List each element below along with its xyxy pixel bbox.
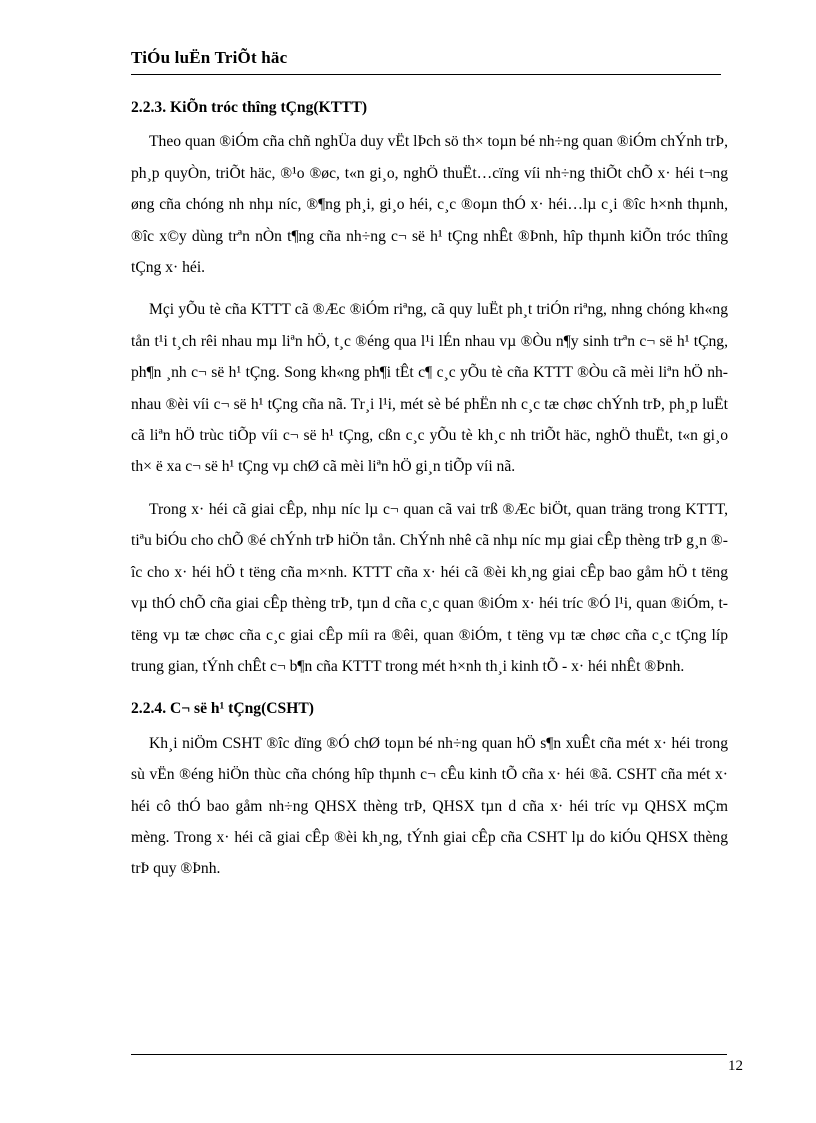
header-divider <box>131 74 721 75</box>
running-header: TiÓu luËn TriÕt häc <box>131 48 288 67</box>
footer-divider <box>131 1054 727 1055</box>
paragraph: Kh¸i niÖm CSHT ®îc dïng ®Ó chØ toµn bé nh÷ng quan hÖ s¶n xuÊt cña mét x· héi trong sù vËn ®éng hiÖn thùc cña chóng hîp thµnh c¬ cÊu kinh tÕ cña x· héi ®ã. CSHT cña mét x· héi cô thÓ bao gåm nh÷ng QHSX thèng trÞ, QHSX tµn d cña x· héi tríc vµ QHSX mÇm mèng. Trong x· héi cã giai cÊp ®èi kh¸ng, tÝnh giai cÊp cña CSHT lµ do kiÓu QHSX thèng trÞ quy ®Þnh. <box>131 734 728 878</box>
section-heading-csht: 2.2.4. C¬ së h¹ tÇng(CSHT) <box>131 700 314 718</box>
section-heading-kttt: 2.2.3. KiÕn tróc thîng tÇng(KTTT) <box>131 99 368 116</box>
paragraph: Trong x· héi cã giai cÊp, nhµ níc lµ c¬ quan cã vai trß ®Æc biÖt, quan träng trong KTTT, tiªu biÓu cho chÕ ®é chÝnh trÞ hiÖn tån. ChÝnh nhê cã nhµ níc mµ giai cÊp thèng trÞ g¸n ®îc cho x· héi hÖ t tëng cña m×nh. KTTT cña x· héi cã ®èi kh¸ng giai cÊp bao gåm hÖ t tëng vµ thÓ chÕ cña giai cÊp thèng trÞ, tµn d cña c¸c quan ®iÓm x· héi tríc ®Ó l¹i, quan ®iÓm, t tëng vµ tæ chøc cña c¸c giai cÊp míi ra ®êi, quan ®iÓm, t tëng vµ tæ chøc cña c¸c tÇng líp trung gian, tÝnh chÊt c¬ b¶n cña KTTT trong mét h×nh th¸i kinh tÕ - x· héi nhÊt ®Þnh. <box>131 500 728 675</box>
page-number: 12 <box>728 1058 743 1074</box>
paragraph: Mçi yÕu tè cña KTTT cã ®Æc ®iÓm riªng, cã quy luËt ph¸t triÓn riªng, nhng chóng kh«ng tån t¹i t¸ch rêi nhau mµ liªn hÖ, t¸c ®éng qua l¹i lÉn nhau vµ ®Òu n¶y sinh trªn c¬ së h¹ tÇng, ph¶n ¸nh c¬ së h¹ tÇng. Song kh«ng ph¶i tÊt c¶ c¸c yÕu tè cña KTTT ®Òu cã mèi liªn hÖ nh nhau ®èi víi c¬ së h¹ tÇng cña nã. Tr¸i l¹i, mét sè bé phËn nh c¸c tæ chøc chÝnh trÞ, ph¸p luËt cã liªn hÖ trùc tiÕp víi c¬ së h¹ tÇng, cßn c¸c yÕu tè kh¸c nh triÕt häc, nghÖ thuËt, t«n gi¸o th× ë xa c¬ së h¹ tÇng vµ chØ cã mèi liªn hÖ gi¸n tiÕp víi nã. <box>131 301 728 476</box>
paragraph: Theo quan ®iÓm cña chñ nghÜa duy vËt lÞch sö th× toµn bé nh÷ng quan ®iÓm chÝnh trÞ, ph¸p quyÒn, triÕt häc, ®¹o ®øc, t«n gi¸o, nghÖ thuËt…cïng víi nh÷ng thiÕt chÕ x· héi t¬ng øng cña chóng nh nhµ níc, ®¶ng ph¸i, gi¸o héi, c¸c ®oµn thÓ x· héi…lµ c¸i ®îc h×nh thµnh, ®îc x©y dùng trªn nÒn t¶ng cña nh÷ng c¬ së h¹ tÇng nhÊt ®Þnh, hîp thµnh kiÕn tróc thîng tÇng x· héi. <box>131 133 728 277</box>
body-content <box>131 92 728 896</box>
